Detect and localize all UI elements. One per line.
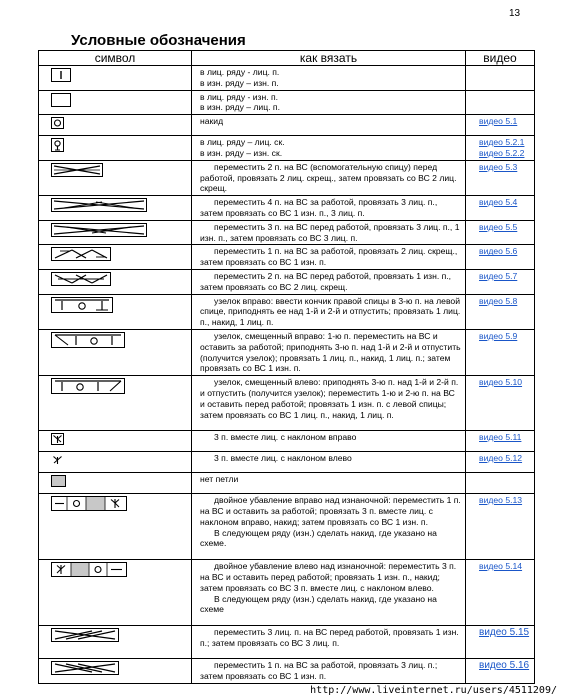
video-link[interactable]: видео 5.1 — [479, 116, 518, 127]
description-cell: в лиц. ряду – лиц. ск. в изн. ряду – изн. ск. — [192, 136, 466, 161]
video-link[interactable]: видео 5.9 — [479, 330, 518, 341]
no-stitch-icon — [51, 475, 66, 487]
video-link[interactable]: видео 5.14 — [479, 561, 523, 572]
description-cell: переместить 3 п. на ВС перед работой, провязать 3 лиц. п., 1 изн. п., затем провязать со ВС 3 лиц. п. — [192, 220, 466, 245]
twisted-knit-icon — [51, 138, 64, 152]
table-row — [39, 220, 535, 245]
table-row — [39, 626, 535, 659]
video-link[interactable]: видео 5.7 — [479, 270, 518, 281]
table-row — [39, 494, 535, 560]
video-link[interactable]: видео 5.8 — [479, 295, 518, 306]
table-row — [39, 66, 535, 91]
header-symbol: символ — [39, 51, 192, 66]
video-cell — [466, 626, 535, 659]
table-row — [39, 329, 535, 375]
symbols-table — [38, 50, 535, 684]
knot-shifted-right-icon — [51, 332, 125, 348]
cable-4-3-cross-icon — [51, 198, 147, 212]
knot-shifted-left-icon — [51, 378, 125, 394]
video-cell — [466, 66, 535, 91]
video-link[interactable]: видео 5.10 — [479, 377, 523, 388]
symbol-cell — [39, 376, 192, 431]
symbol-cell — [39, 452, 192, 473]
description-cell: в лиц. ряду - изн. п. в изн. ряду – лиц. п. — [192, 90, 466, 115]
video-link[interactable]: видео 5.2.2 — [479, 147, 525, 158]
table-row — [39, 196, 535, 221]
video-link[interactable]: видео 5.4 — [479, 197, 518, 208]
symbol-cell — [39, 626, 192, 659]
description-cell: в лиц. ряду - лиц. п. в изн. ряду – изн. п. — [192, 66, 466, 91]
description-cell: нет петли — [192, 473, 466, 494]
symbol-cell — [39, 560, 192, 626]
double-decrease-right-icon — [51, 496, 127, 511]
cable-1-3-right-icon — [51, 661, 119, 675]
symbol-cell — [39, 220, 192, 245]
knit-symbol-icon — [51, 68, 71, 82]
table-row — [39, 560, 535, 626]
description-cell: переместить 3 лиц. п. на ВС перед работой, провязать 1 изн. п.; затем провязать со ВС 3 лиц. п. — [192, 626, 466, 659]
symbol-cell — [39, 659, 192, 684]
cable-2-1-left-icon — [51, 272, 111, 286]
table-row — [39, 376, 535, 431]
description-cell: двойное убавление вправо над изнаночной: переместить 1 п. на ВС и оставить за работой; провязать 3 п. вместе лиц. с наклоном вправо, накид; затем провязать со ВС 1 изн. п. В следующем ряду (изн.) сделать накид, где указано на схеме. — [192, 494, 466, 560]
symbol-cell — [39, 66, 192, 91]
video-cell — [466, 294, 535, 329]
table-row — [39, 473, 535, 494]
description-cell: узелок вправо: ввести кончик правой спицы в 3-ю п. на левой спице, приподнять ее над 1-й и 2-й и отпустить; провязать 1 лиц. п., накид, 1 лиц. п. — [192, 294, 466, 329]
video-cell — [466, 115, 535, 136]
purl-symbol-icon — [51, 93, 71, 107]
video-cell — [466, 376, 535, 431]
yarn-over-icon — [51, 117, 64, 129]
page-number: 13 — [509, 8, 521, 19]
video-link[interactable]: видео 5.3 — [479, 161, 518, 172]
symbol-cell — [39, 136, 192, 161]
video-link[interactable]: видео 5.2.1 — [479, 137, 525, 148]
symbol-cell — [39, 90, 192, 115]
video-cell — [466, 659, 535, 684]
symbol-cell — [39, 245, 192, 270]
video-link[interactable]: видео 5.11 — [479, 432, 522, 443]
table-row — [39, 115, 535, 136]
table-row — [39, 90, 535, 115]
video-link[interactable]: видео 5.13 — [479, 495, 523, 506]
description-cell: узелок, смещенный влево: приподнять 3-ю п. над 1-й и 2-й п. и отпустить (получится узелок); переместить 1-ю и 2-ю п. на ВС и оставить перед работой; провязать 1 изн. п. с левой спицы; затем провязать со ВС 1 лиц. п., накид, 1 лиц. п. — [192, 376, 466, 431]
table-row — [39, 136, 535, 161]
video-cell — [466, 560, 535, 626]
description-cell: двойное убавление влево над изнаночной: переместить 3 п. на ВС и оставить перед работой; провязать 1 изн. п., накид; затем провязать со ВС 3 п. вместе лиц. с наклоном влево. В следующем ряду (изн.) сделать накид, где указано на схеме — [192, 560, 466, 626]
double-decrease-left-icon — [51, 562, 127, 577]
video-cell — [466, 452, 535, 473]
video-link[interactable]: видео 5.6 — [479, 246, 518, 257]
cable-3-1-3-cross-icon — [51, 223, 147, 237]
video-cell — [466, 220, 535, 245]
k3tog-right-icon — [51, 433, 64, 445]
video-cell — [466, 431, 535, 452]
description-cell: переместить 2 п. на ВС (вспомогательную спицу) перед работой, провязать 2 лиц. скрещ., затем провязать со ВС 2 лиц. скрещ. — [192, 160, 466, 195]
page-title: Условные обозначения — [71, 32, 246, 49]
description-cell: переместить 2 п. на ВС перед работой, провязать 1 изн. п., затем провязать со ВС 2 лиц. скрещ. — [192, 269, 466, 294]
symbol-cell — [39, 473, 192, 494]
table-row — [39, 452, 535, 473]
video-cell — [466, 136, 535, 161]
video-cell — [466, 196, 535, 221]
table-row — [39, 160, 535, 195]
table-row — [39, 294, 535, 329]
k3tog-left-icon — [51, 454, 64, 466]
source-url: http://www.liveinternet.ru/users/4511209/ — [310, 685, 557, 696]
description-cell: 3 п. вместе лиц. с наклоном влево — [192, 452, 466, 473]
video-cell — [466, 494, 535, 560]
header-video: видео — [466, 51, 535, 66]
description-cell: накид — [192, 115, 466, 136]
table-row — [39, 431, 535, 452]
symbol-cell — [39, 431, 192, 452]
video-link[interactable]: видео 5.15 — [479, 627, 530, 639]
description-cell: переместить 4 п. на ВС за работой, провязать 3 лиц. п., затем провязать со ВС 1 изн. п., 3 лиц. п. — [192, 196, 466, 221]
video-cell — [466, 90, 535, 115]
symbol-cell — [39, 269, 192, 294]
video-cell — [466, 329, 535, 375]
cable-2-1-right-icon — [51, 247, 111, 261]
video-link[interactable]: видео 5.16 — [479, 660, 530, 672]
description-cell: 3 п. вместе лиц. с наклоном вправо — [192, 431, 466, 452]
video-cell — [466, 245, 535, 270]
table-row — [39, 659, 535, 684]
symbol-cell — [39, 329, 192, 375]
table-row — [39, 245, 535, 270]
description-cell: переместить 1 п. на ВС за работой, провязать 3 лиц. п.; затем провязать со ВС 1 изн. п. — [192, 659, 466, 684]
symbol-cell — [39, 115, 192, 136]
cable-3-1-left-icon — [51, 628, 119, 642]
table-row — [39, 269, 535, 294]
header-row — [39, 51, 535, 66]
description-cell: переместить 1 п. на ВС за работой, провязать 2 лиц. скрещ., затем провязать со ВС 1 изн. п. — [192, 245, 466, 270]
symbol-cell — [39, 494, 192, 560]
description-cell: узелок, смещенный вправо: 1-ю п. переместить на ВС и оставить за работой; приподнять 3-ю п. над 1-й и 2-й и отпустить (получится узелок); провязать 1 лиц. п., накид, 1 лиц. п.; затем провязать со ВС 1 изн. п. — [192, 329, 466, 375]
cable-2-2-cross-icon — [51, 163, 103, 177]
video-link[interactable]: видео 5.5 — [479, 221, 518, 232]
video-cell — [466, 269, 535, 294]
knot-right-icon — [51, 297, 113, 313]
symbol-cell — [39, 294, 192, 329]
symbol-cell — [39, 160, 192, 195]
video-link[interactable]: видео 5.12 — [479, 453, 523, 464]
symbol-cell — [39, 196, 192, 221]
header-how-to-knit: как вязать — [192, 51, 466, 66]
video-cell — [466, 473, 535, 494]
video-cell — [466, 160, 535, 195]
